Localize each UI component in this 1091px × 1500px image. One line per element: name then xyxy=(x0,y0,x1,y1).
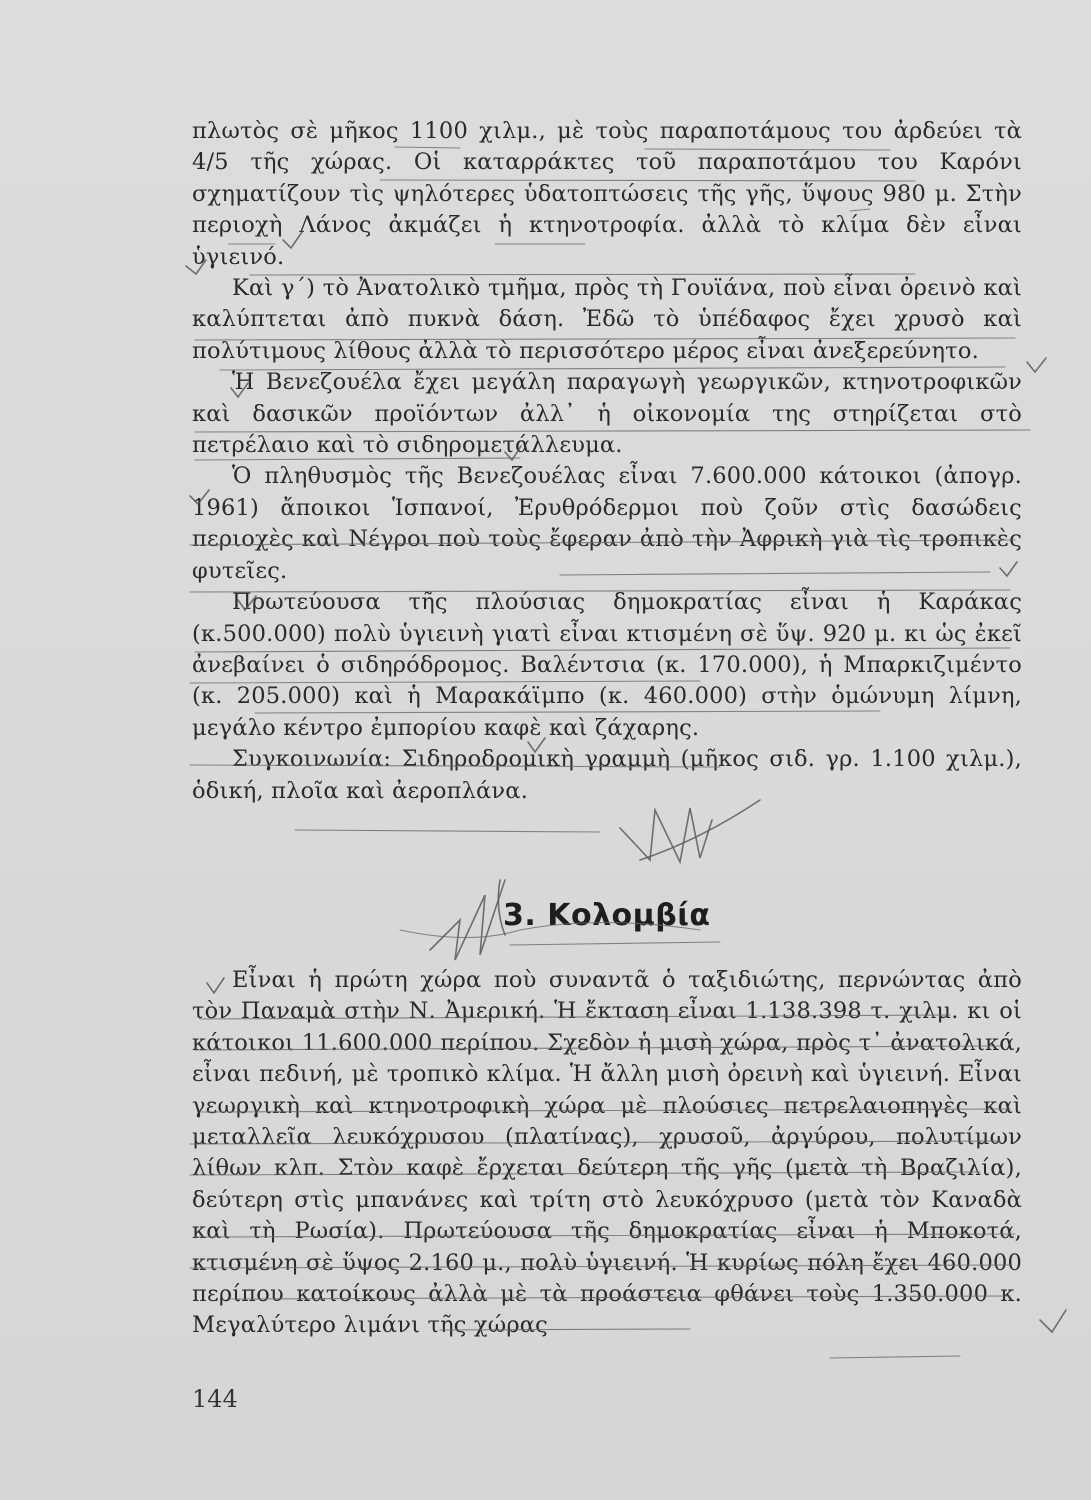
scribble-mark xyxy=(430,880,505,960)
scribble-mark xyxy=(510,942,720,945)
paragraph-population: Ὁ πληθυσμὸς τῆς Βενεζουέλας εἶναι 7.600.000 κάτοικοι (ἀπογρ. 1961) ἄποικοι Ἱσπανοί, Ἐρυθρόδερμοι ποὺ ζοῦν στὶς δασώδεις περιοχὲς καὶ Νέγροι ποὺ τοὺς ἔφεραν ἀπὸ τὴν Ἀφρικὴ γιὰ τὶς τροπικὲς φυτεῖες. xyxy=(192,463,1030,584)
check-mark xyxy=(1027,358,1046,372)
paragraph-economy: Ἡ Βενεζουέλα ἔχει μεγάλη παραγωγὴ γεωργικῶν, κτηνοτροφικῶν καὶ δασικῶν προϊόντων ἀλλ᾽ ἡ οἰκονομία της στηρίζεται στὸ πετρέλαιο καὶ τὸ σιδηρομετάλλευμα. xyxy=(192,369,1030,459)
text-section-colombia xyxy=(192,965,1030,1342)
page-number: 144 xyxy=(192,1385,238,1413)
scribble-mark xyxy=(640,800,760,860)
underline-mark xyxy=(830,1356,960,1358)
scribble-mark xyxy=(620,808,712,862)
underline-mark xyxy=(295,830,600,832)
section-heading-colombia: 3. Κολομβία xyxy=(503,898,711,933)
paragraph-transport: Συγκοινωνία: Σιδηροδρομικὴ γραμμὴ (μῆκος σιδ. γρ. 1.100 χιλμ.), ὁδική, πλοῖα καὶ ἀεροπλάνα. xyxy=(192,746,1030,804)
paragraph-rivers: πλωτὸς σὲ μῆκος 1100 χιλμ., μὲ τοὺς παραποτάμους του ἀρδεύει τὰ 4/5 τῆς χώρας. Οἱ καταρράκτες τοῦ παραποτάμου του Καρόνι σχηματίζουν τὶς ψηλότερες ὑδατοπτώσεις τῆς γῆς, ὕψους 980 μ. Στὴν περιοχὴ Λάνος ἀκμάζει ἡ κτηνοτροφία. ἀλλὰ τὸ κλίμα δὲν εἶναι ὑγιεινό. xyxy=(192,118,1030,270)
paragraph-capital: Πρωτεύουσα τῆς πλούσιας δημοκρατίας εἶναι ἡ Καράκας (κ.500.000) πολὺ ὑγιεινὴ γιατὶ εἶναι κτισμένη σὲ ὕψ. 920 μ. κι ὡς ἐκεῖ ἀνεβαίνει ὁ σιδηρόδρομος. Βαλέντσια (κ. 170.000), ἡ Μπαρκιζιμέντο (κ. 205.000) καὶ ἡ Μαρακάϊμπο (κ. 460.000) στὴν ὁμώνυμη λίμνη, μεγάλο κέντρο ἐμπορίου καφὲ καὶ ζάχαρης. xyxy=(192,589,1030,741)
paragraph-eastern-region: Καὶ γ΄) τὸ Ἀνατολικὸ τμῆμα, πρὸς τὴ Γουϊάνα, ποὺ εἶναι ὀρεινὸ καὶ καλύπτεται ἀπὸ πυκνὰ δάση. Ἐδῶ τὸ ὑπέδαφος ἔχει χρυσὸ καὶ πολύτιμους λίθους ἀλλὰ τὸ περισσότερο μέρος εἶναι ἀνεξερεύνητο. xyxy=(192,275,1030,364)
check-mark xyxy=(1040,1310,1066,1332)
text-section-venezuela xyxy=(192,116,1030,807)
paragraph-colombia-overview: Εἶναι ἡ πρώτη χώρα ποὺ συναντᾶ ὁ ταξιδιώτης, περνώντας ἀπὸ τὸν Παναμὰ στὴν Ν. Ἀμερική. Ἡ ἔκταση εἶναι 1.138.398 τ. χιλμ. κι οἱ κάτοικοι 11.600.000 περίπου. Σχεδὸν ἡ μισὴ χώρα, πρὸς τ᾽ ἀνατολικά, εἶναι πεδινή, μὲ τροπικὸ κλίμα. Ἡ ἄλλη μισὴ ὀρεινὴ καὶ ὑγιεινή. Εἶναι γεωργικὴ καὶ κτηνοτροφικὴ χώρα μὲ πλούσιες πετρελαιοπηγὲς καὶ μεταλλεῖα λευκόχρυσου (πλατίνας), χρυσοῦ, ἀργύρου, πολυτίμων λίθων κλπ. Στὸν καφὲ ἔρχεται δεύτερη τῆς γῆς (μετὰ τὴ Βραζιλία), δεύτερη στὶς μπανάνες καὶ τρίτη στὸ λευκόχρυσο (μετὰ τὸν Καναδὰ καὶ τὴ Ρωσία). Πρωτεύουσα τῆς δημοκρατίας εἶναι ἡ Μποκοτά, κτισμένη σὲ ὕψος 2.160 μ., πολὺ ὑγιεινή. Ἡ κυρίως πόλη ἔχει 460.000 περίπου κατοίκους ἀλλὰ μὲ τὰ προάστεια φθάνει τοὺς 1.350.000 κ. Μεγαλύτερο λιμάνι τῆς χώρας xyxy=(192,967,1030,1339)
